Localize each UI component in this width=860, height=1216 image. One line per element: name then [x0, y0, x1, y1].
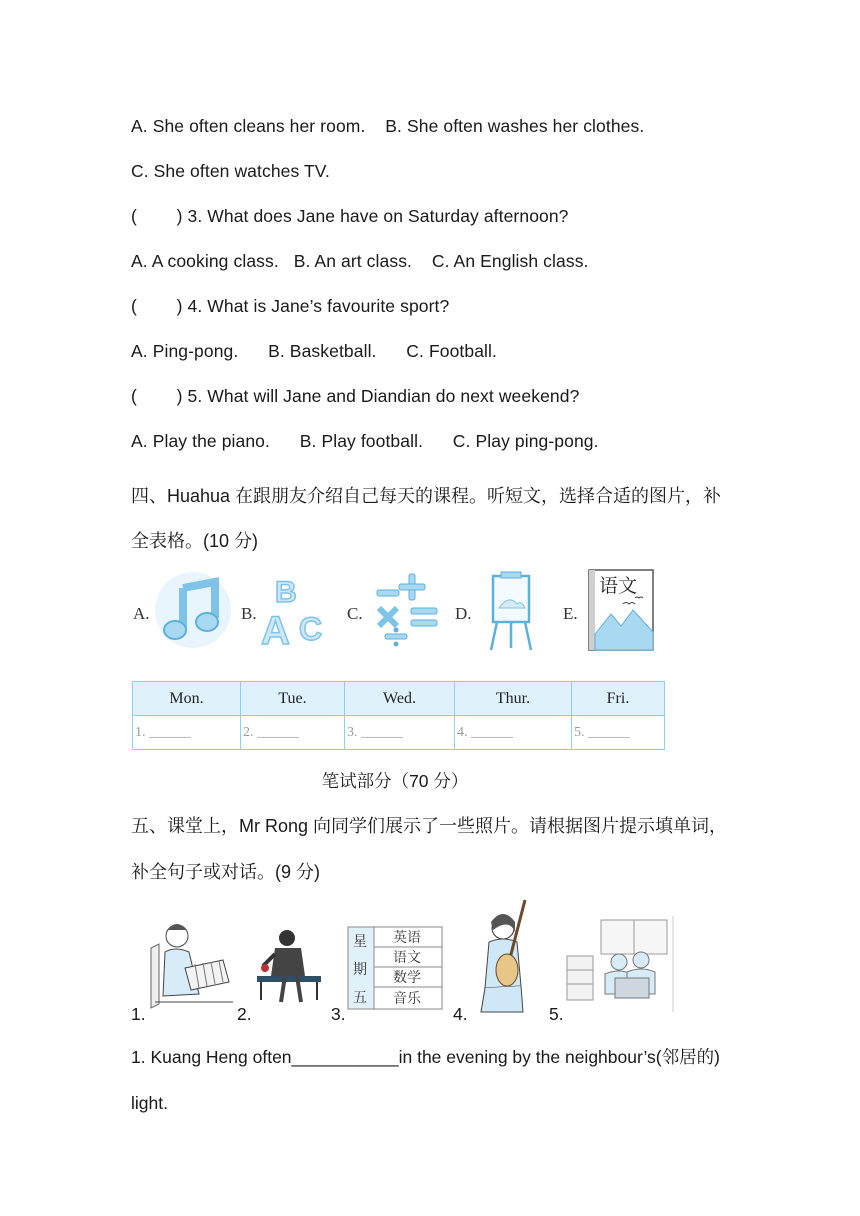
svg-text:五: 五 — [353, 990, 367, 1006]
picture-label-e: E. — [563, 604, 578, 623]
table-cell-2[interactable]: 2. ______ — [241, 716, 345, 750]
svg-text:C: C — [299, 611, 323, 647]
music-note-icon — [153, 568, 233, 652]
picture-label-c: C. — [347, 604, 363, 623]
table-header-thur: Thur. — [455, 682, 572, 716]
q2-options-ab: A. She often cleans her room. B. She often washes her clothes. — [131, 116, 645, 136]
timetable-icon — [347, 926, 443, 1010]
table-header-wed: Wed. — [345, 682, 455, 716]
picture-label-d: D. — [455, 604, 472, 623]
section5-photos — [131, 896, 691, 1024]
photo-number-3: 3. — [331, 1004, 346, 1024]
reading-boy-icon — [145, 918, 233, 1012]
svg-text:语文: 语文 — [393, 950, 421, 966]
photo-number-1: 1. — [131, 1004, 146, 1024]
table-header-tue: Tue. — [241, 682, 345, 716]
q5-options: A. Play the piano. B. Play football. C. Play ping-pong. — [131, 431, 599, 451]
q3-options: A. A cooking class. B. An art class. C. An English class. — [131, 251, 589, 271]
question-3: ( ) 3. What does Jane have on Saturday afternoon? — [131, 206, 569, 226]
schedule-table — [132, 681, 665, 750]
pipa-player-icon — [475, 896, 541, 1014]
subject-pictures — [131, 568, 661, 652]
abc-letters-icon — [259, 568, 339, 652]
table-cell-5[interactable]: 5. ______ — [572, 716, 665, 750]
q2-option-c: C. She often watches TV. — [131, 161, 330, 181]
sentence-1: 1. Kuang Heng often___________in the evening by the neighbour’s(邻居的) light. — [131, 1047, 720, 1113]
question-4: ( ) 4. What is Jane’s favourite sport? — [131, 296, 450, 316]
easel-painting-icon — [483, 568, 539, 652]
table-cell-4[interactable]: 4. ______ — [455, 716, 572, 750]
svg-text:数学: 数学 — [393, 970, 421, 986]
written-part-title: 笔试部分（70 分） — [321, 771, 469, 791]
svg-text:B: B — [275, 576, 297, 609]
photo-number-2: 2. — [237, 1004, 252, 1024]
svg-text:语文: 语文 — [599, 575, 638, 597]
question-5: ( ) 5. What will Jane and Diandian do next weekend? — [131, 386, 580, 406]
photo-number-4: 4. — [453, 1004, 468, 1024]
table-header-mon: Mon. — [133, 682, 241, 716]
photo-number-5: 5. — [549, 1004, 564, 1024]
svg-text:期: 期 — [353, 962, 367, 978]
table-header-fri: Fri. — [572, 682, 665, 716]
table-cell-1[interactable]: 1. ______ — [133, 716, 241, 750]
section4-instruction: 四、Huahua 在跟朋友介绍自己每天的课程。听短文，选择合适的图片，补全表格。(10 分) — [131, 486, 722, 551]
svg-text:英语: 英语 — [393, 930, 421, 946]
svg-text:A: A — [261, 609, 290, 652]
svg-text:音乐: 音乐 — [393, 991, 421, 1007]
section5-instruction: 五、课堂上，Mr Rong 向同学们展示了一些照片。请根据图片提示填单词，补全句子或对话。(9 分) — [131, 816, 728, 882]
picture-label-b: B. — [241, 604, 257, 623]
math-symbols-icon — [363, 568, 443, 652]
picture-label-a: A. — [133, 604, 150, 623]
ping-pong-player-icon — [257, 926, 321, 1004]
family-computer-icon — [565, 916, 675, 1012]
q4-options: A. Ping-pong. B. Basketball. C. Football. — [131, 341, 497, 361]
chinese-book-icon — [587, 568, 655, 652]
svg-text:星: 星 — [353, 934, 367, 950]
table-cell-3[interactable]: 3. ______ — [345, 716, 455, 750]
